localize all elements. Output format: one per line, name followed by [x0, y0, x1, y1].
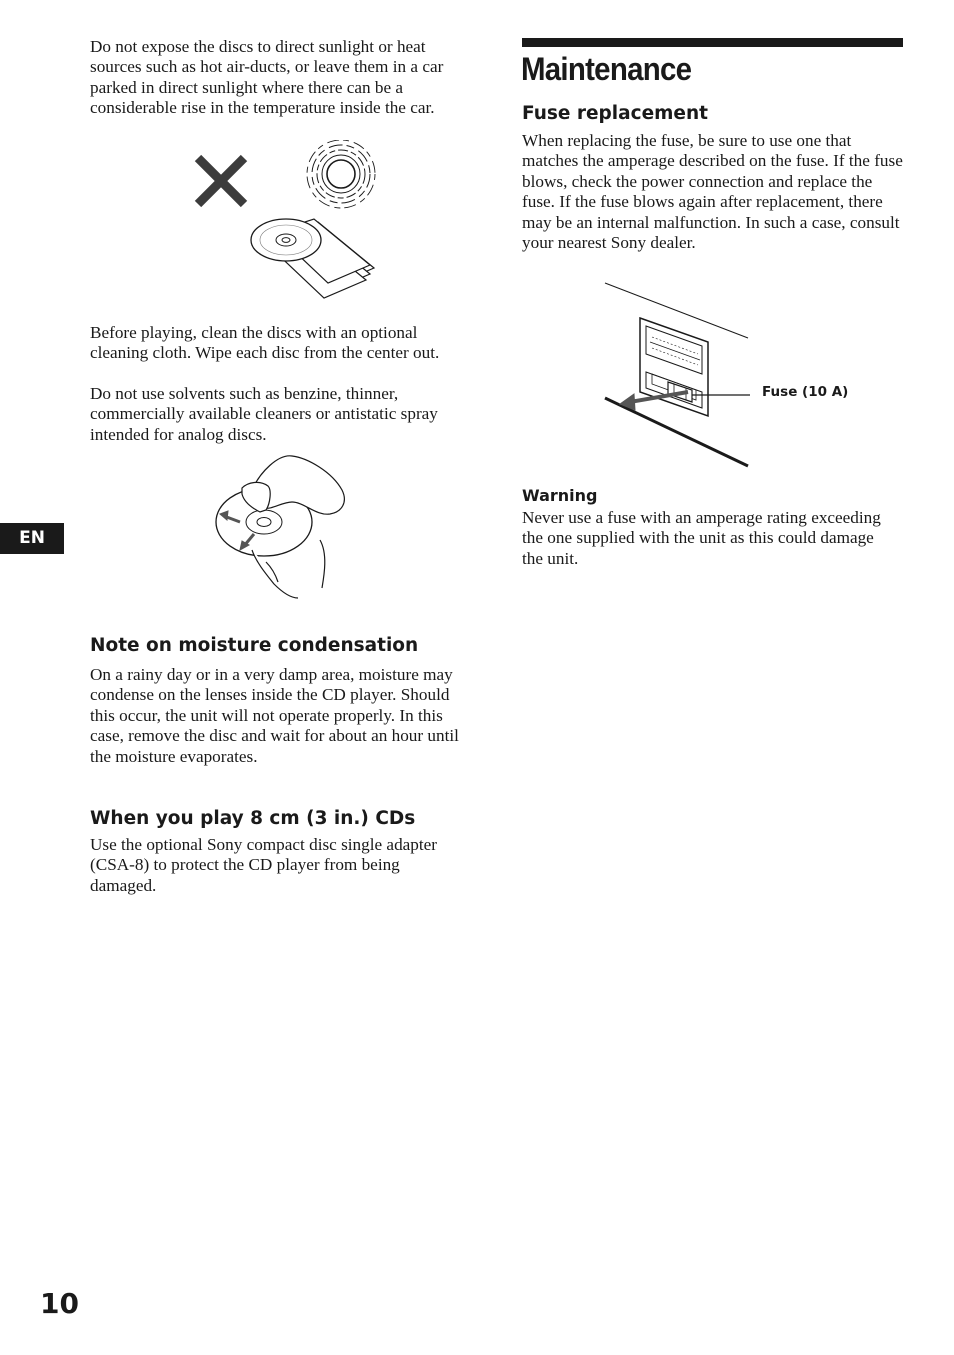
fuse-location-illustration — [600, 280, 760, 475]
section-title: Maintenance — [521, 51, 692, 87]
warning-text: Never use a fuse with an amperage rating exceeding the one supplied with the unit as this could damage the unit. — [522, 508, 881, 568]
moisture-text: On a rainy day or in a very damp area, moisture may condense on the lenses inside the CD player. Should this occur, the unit will not operate properly. In this case, remove the disc and wait for about an hour until the moisture evaporates. — [90, 665, 459, 766]
cd8-heading: When you play 8 cm (3 in.) CDs — [90, 808, 416, 829]
fuse-heading: Fuse replacement — [522, 103, 708, 124]
disc-cleaning-illustration — [212, 450, 352, 600]
fuse-text: When replacing the fuse, be sure to use one that matches the amperage described on the fuse. If the fuse blows, check the power connection and replace the fuse. If the fuse blows again after replacement, there may be an internal malfunction. In such a case, consult your nearest Sony dealer. — [522, 131, 903, 253]
cleaning-text-1: Before playing, clean the discs with an optional cleaning cloth. Wipe each disc from the center out. — [90, 323, 440, 363]
prohibited-cross-icon — [198, 158, 244, 204]
disc-icon — [251, 219, 321, 261]
cd8-text: Use the optional Sony compact disc single adapter (CSA-8) to protect the CD player from being damaged. — [90, 835, 438, 895]
disc-sunlight-illustration — [190, 140, 390, 300]
cleaning-text-2: Do not use solvents such as benzine, thinner, commercially available cleaners or antistatic spray intended for analog discs. — [90, 384, 438, 444]
moisture-heading: Note on moisture condensation — [90, 635, 419, 656]
fuse-holder-icon — [640, 318, 708, 416]
fuse-label: Fuse (10 A) — [762, 384, 849, 400]
warning-heading: Warning — [522, 486, 598, 505]
section-rule — [522, 38, 903, 47]
sun-icon — [307, 140, 375, 208]
page-number: 10 — [40, 1287, 79, 1320]
language-tab: EN — [0, 523, 64, 554]
removal-arrow-icon — [620, 392, 688, 410]
sunlight-warning-text: Do not expose the discs to direct sunlight or heat sources such as hot air-ducts, or leave them in a car parked in direct sunlight where there can be a considerable rise in the temperature inside the car. — [90, 37, 444, 118]
